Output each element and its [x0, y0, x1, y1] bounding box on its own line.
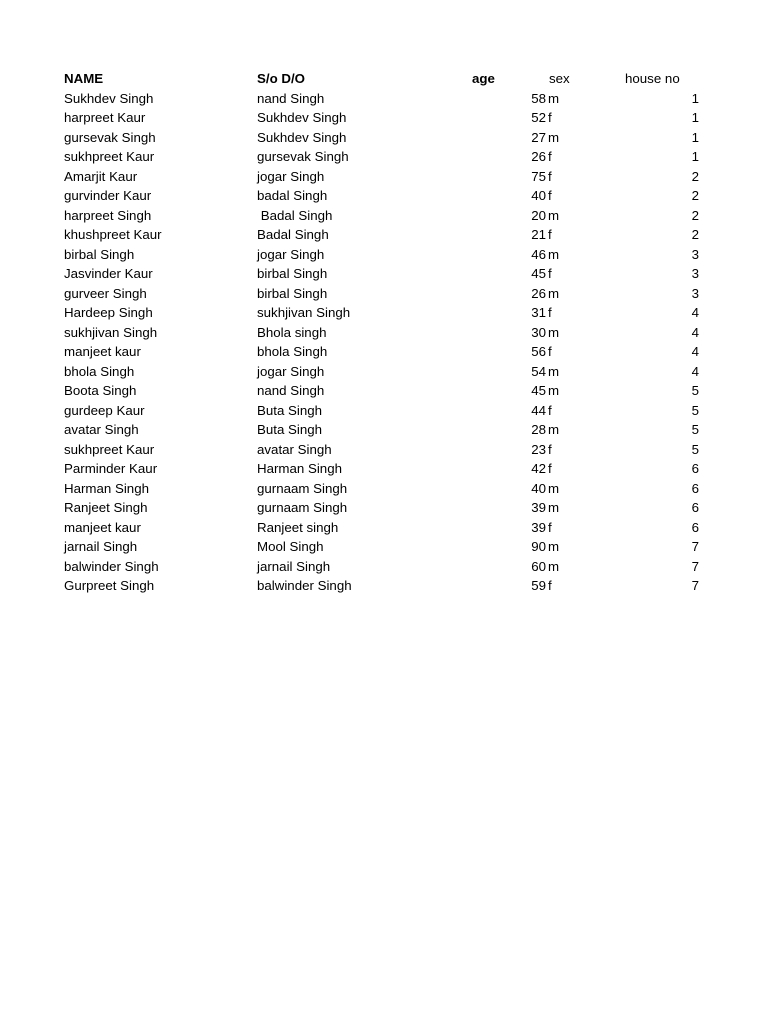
cell-so-do: gurnaam Singh — [257, 500, 348, 515]
cell-name: khushpreet Kaur — [64, 227, 162, 242]
cell-age: 40 — [531, 480, 546, 496]
cell-age: 60 — [531, 558, 546, 574]
header-so-do: S/o D/O — [257, 71, 306, 86]
cell-so-do: Buta Singh — [257, 422, 323, 437]
table-row — [0, 147, 768, 167]
cell-house-no: 3 — [691, 246, 699, 262]
table-header-row — [0, 69, 768, 89]
cell-sex: f — [548, 168, 552, 184]
cell-name: balwinder Singh — [64, 558, 159, 574]
cell-house-no: 3 — [691, 266, 699, 281]
cell-so-do: nand Singh — [257, 383, 325, 398]
cell-name: Gurpreet Singh — [64, 578, 155, 593]
cell-house-no: 1 — [691, 110, 699, 125]
cell-so-do: birbal Singh — [257, 266, 328, 281]
cell-sex: f — [548, 149, 552, 164]
cell-name: harpreet Kaur — [64, 110, 146, 125]
cell-house-no: 1 — [691, 129, 699, 145]
cell-sex: m — [548, 383, 560, 398]
cell-house-no: 7 — [691, 578, 699, 593]
cell-age: 31 — [531, 305, 546, 320]
cell-so-do: Mool Singh — [257, 539, 324, 554]
table-row — [0, 537, 768, 557]
cell-name: Ranjeet Singh — [64, 500, 148, 515]
cell-name: Boota Singh — [64, 383, 137, 398]
cell-age: 90 — [531, 539, 546, 554]
cell-so-do: Ranjeet singh — [257, 519, 339, 535]
cell-so-do: Sukhdev Singh — [257, 110, 347, 125]
cell-so-do: birbal Singh — [257, 285, 328, 301]
cell-so-do: bhola Singh — [257, 344, 328, 359]
table-row — [0, 401, 768, 421]
cell-name: avatar Singh — [64, 422, 139, 437]
cell-so-do: Bhola singh — [257, 324, 327, 340]
cell-age: 46 — [531, 246, 546, 262]
header-sex: sex — [549, 71, 570, 86]
spreadsheet-table — [0, 69, 768, 596]
cell-so-do: jogar Singh — [257, 168, 325, 184]
cell-house-no: 5 — [691, 383, 699, 398]
cell-so-do: Harman Singh — [257, 461, 342, 476]
cell-name: Amarjit Kaur — [64, 168, 138, 184]
table-row — [0, 206, 768, 226]
cell-house-no: 4 — [691, 363, 699, 379]
cell-so-do: badal Singh — [257, 188, 328, 203]
cell-age: 44 — [531, 402, 546, 418]
cell-name: manjeet kaur — [64, 344, 141, 359]
cell-name: gurveer Singh — [64, 285, 147, 301]
cell-age: 42 — [531, 461, 546, 476]
cell-so-do: Badal Singh — [257, 227, 329, 242]
cell-house-no: 4 — [691, 324, 699, 340]
cell-age: 26 — [531, 149, 546, 164]
cell-house-no: 7 — [691, 539, 699, 554]
cell-age: 39 — [531, 500, 546, 515]
cell-sex: f — [548, 519, 552, 535]
cell-house-no: 4 — [691, 305, 699, 320]
table-row — [0, 284, 768, 304]
table-row — [0, 128, 768, 148]
table-row — [0, 225, 768, 245]
cell-name: jarnail Singh — [64, 539, 138, 554]
cell-age: 58 — [531, 90, 546, 106]
table-row — [0, 186, 768, 206]
cell-so-do: gursevak Singh — [257, 149, 349, 164]
cell-sex: f — [548, 188, 552, 203]
cell-so-do: gurnaam Singh — [257, 480, 348, 496]
cell-age: 52 — [531, 110, 546, 125]
cell-sex: f — [548, 441, 552, 457]
cell-name: gursevak Singh — [64, 129, 156, 145]
table-row — [0, 381, 768, 401]
table-row — [0, 576, 768, 596]
cell-so-do: Badal Singh — [257, 207, 333, 223]
cell-age: 28 — [531, 422, 546, 437]
cell-house-no: 2 — [691, 227, 699, 242]
cell-age: 30 — [531, 324, 546, 340]
cell-sex: m — [548, 90, 560, 106]
cell-house-no: 5 — [691, 402, 699, 418]
cell-age: 40 — [531, 188, 546, 203]
cell-sex: m — [548, 207, 560, 223]
cell-so-do: jogar Singh — [257, 363, 325, 379]
cell-name: sukhjivan Singh — [64, 324, 158, 340]
table-row — [0, 440, 768, 460]
cell-house-no: 4 — [691, 344, 699, 359]
cell-age: 56 — [531, 344, 546, 359]
cell-sex: f — [548, 344, 552, 359]
cell-house-no: 5 — [691, 441, 699, 457]
table-row — [0, 420, 768, 440]
cell-house-no: 5 — [691, 422, 699, 437]
cell-sex: f — [548, 461, 552, 476]
table-body — [0, 89, 768, 596]
cell-sex: m — [548, 285, 560, 301]
cell-sex: m — [548, 480, 560, 496]
cell-name: Hardeep Singh — [64, 305, 153, 320]
cell-so-do: jogar Singh — [257, 246, 325, 262]
cell-name: harpreet Singh — [64, 207, 152, 223]
cell-age: 27 — [531, 129, 546, 145]
cell-sex: m — [548, 129, 560, 145]
cell-age: 26 — [531, 285, 546, 301]
cell-house-no: 2 — [691, 207, 699, 223]
cell-name: Jasvinder Kaur — [64, 266, 153, 281]
cell-sex: m — [548, 324, 560, 340]
cell-age: 23 — [531, 441, 546, 457]
cell-name: bhola Singh — [64, 363, 135, 379]
cell-sex: f — [548, 266, 552, 281]
cell-age: 75 — [531, 168, 546, 184]
cell-house-no: 6 — [691, 461, 699, 476]
cell-age: 59 — [531, 578, 546, 593]
cell-age: 39 — [531, 519, 546, 535]
cell-sex: m — [548, 500, 560, 515]
cell-sex: m — [548, 246, 560, 262]
cell-name: gurdeep Kaur — [64, 402, 145, 418]
table-row — [0, 479, 768, 499]
cell-sex: f — [548, 402, 552, 418]
cell-so-do: Buta Singh — [257, 402, 323, 418]
cell-sex: f — [548, 578, 552, 593]
cell-age: 45 — [531, 383, 546, 398]
cell-so-do: sukhjivan Singh — [257, 305, 351, 320]
cell-name: sukhpreet Kaur — [64, 149, 155, 164]
cell-age: 45 — [531, 266, 546, 281]
table-row — [0, 459, 768, 479]
cell-name: birbal Singh — [64, 246, 135, 262]
cell-name: manjeet kaur — [64, 519, 141, 535]
cell-house-no: 6 — [691, 480, 699, 496]
table-row — [0, 245, 768, 265]
cell-sex: m — [548, 363, 560, 379]
cell-house-no: 2 — [691, 168, 699, 184]
table-row — [0, 108, 768, 128]
cell-name: Sukhdev Singh — [64, 90, 154, 106]
cell-age: 21 — [531, 227, 546, 242]
cell-house-no: 6 — [691, 500, 699, 515]
header-age: age — [472, 71, 495, 86]
cell-house-no: 6 — [691, 519, 699, 535]
cell-house-no: 1 — [691, 90, 699, 106]
cell-house-no: 7 — [691, 558, 699, 574]
cell-house-no: 3 — [691, 285, 699, 301]
table-row — [0, 518, 768, 538]
cell-sex: f — [548, 305, 552, 320]
cell-name: gurvinder Kaur — [64, 188, 152, 203]
cell-house-no: 2 — [691, 188, 699, 203]
table-row — [0, 167, 768, 187]
table-row — [0, 557, 768, 577]
cell-so-do: jarnail Singh — [257, 558, 331, 574]
cell-sex: m — [548, 558, 560, 574]
cell-name: Harman Singh — [64, 480, 149, 496]
cell-so-do: avatar Singh — [257, 441, 332, 457]
header-name: NAME — [64, 71, 104, 86]
table-row — [0, 323, 768, 343]
table-row — [0, 362, 768, 382]
cell-house-no: 1 — [691, 149, 699, 164]
cell-sex: f — [548, 227, 552, 242]
cell-age: 20 — [531, 207, 546, 223]
table-row — [0, 342, 768, 362]
cell-so-do: nand Singh — [257, 90, 325, 106]
cell-so-do: balwinder Singh — [257, 578, 352, 593]
cell-sex: f — [548, 110, 552, 125]
cell-sex: m — [548, 422, 560, 437]
table-row — [0, 303, 768, 323]
table-row — [0, 89, 768, 109]
cell-name: sukhpreet Kaur — [64, 441, 155, 457]
cell-age: 54 — [531, 363, 546, 379]
cell-so-do: Sukhdev Singh — [257, 129, 347, 145]
table-row — [0, 498, 768, 518]
table-row — [0, 264, 768, 284]
cell-name: Parminder Kaur — [64, 461, 158, 476]
header-house-no: house no — [625, 71, 680, 86]
cell-sex: m — [548, 539, 560, 554]
